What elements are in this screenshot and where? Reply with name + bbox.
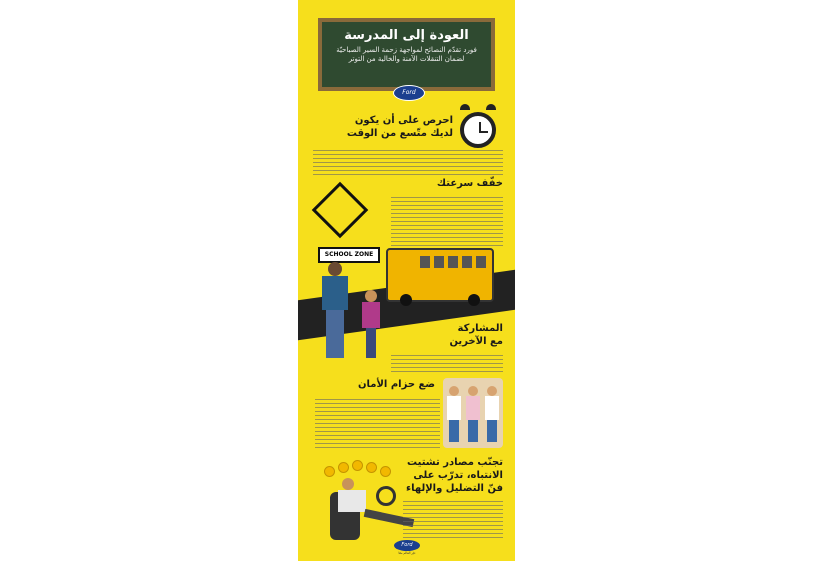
header-subtitle-1: فورد تقدّم النصائح لمواجهة زحمة السير الصباحيّة [336,46,477,54]
section-distraction-heading-line1: تجنّب مصادر تشتيت [407,457,503,468]
girl-figure-image [362,290,380,362]
section-time-heading [347,114,453,140]
music-icon [338,462,349,473]
footer-tagline: غيّر العالم معًا [398,551,416,555]
header-subtitle-2: لضمان التنقلات الآمنة والخالية من التوتر [348,55,465,63]
alarm-clock-icon [460,112,496,148]
food-icon [352,460,363,471]
section-belt-heading: ضع حزام الأمان [358,379,435,390]
ford-logo: Ford [393,85,425,101]
kids-seatbelt-photo [443,378,503,448]
section-distraction-heading-line2: الانتباه، تدرّب على [413,470,503,481]
alarm-bell-right-icon [486,104,496,110]
section-distraction-body [403,500,503,538]
section-time-body [313,147,503,175]
pedestrian-crossing-sign-icon [312,182,369,239]
footer [388,540,426,560]
section-share-heading [449,322,503,348]
section-share-heading-line2: مع الآخرين [449,336,503,347]
school-bus-image [386,248,494,302]
message-icon [366,462,377,473]
alarm-bell-left-icon [460,104,470,110]
infographic-poster [298,0,515,561]
section-share-heading-line1: المشاركة [457,323,503,334]
section-speed-body [391,194,503,246]
section-distraction-heading [406,456,503,495]
footer-ford-logo: Ford [394,540,420,551]
section-time-heading-line1: احرص على أن يكون [354,115,453,126]
section-time-heading-line2: لديك متّسع من الوقت [346,128,453,139]
section-speed-heading: خفّف سرعتك [436,178,503,189]
section-share-body [391,352,503,372]
section-belt-body [315,396,440,448]
header-title: العودة إلى المدرسة [344,28,469,43]
section-distraction-heading-line3: فنّ التضليل والإلهاء [405,483,503,494]
father-figure-image [322,262,348,362]
school-zone-sign: SCHOOL ZONE [318,247,380,263]
chalkboard-header [318,18,495,91]
